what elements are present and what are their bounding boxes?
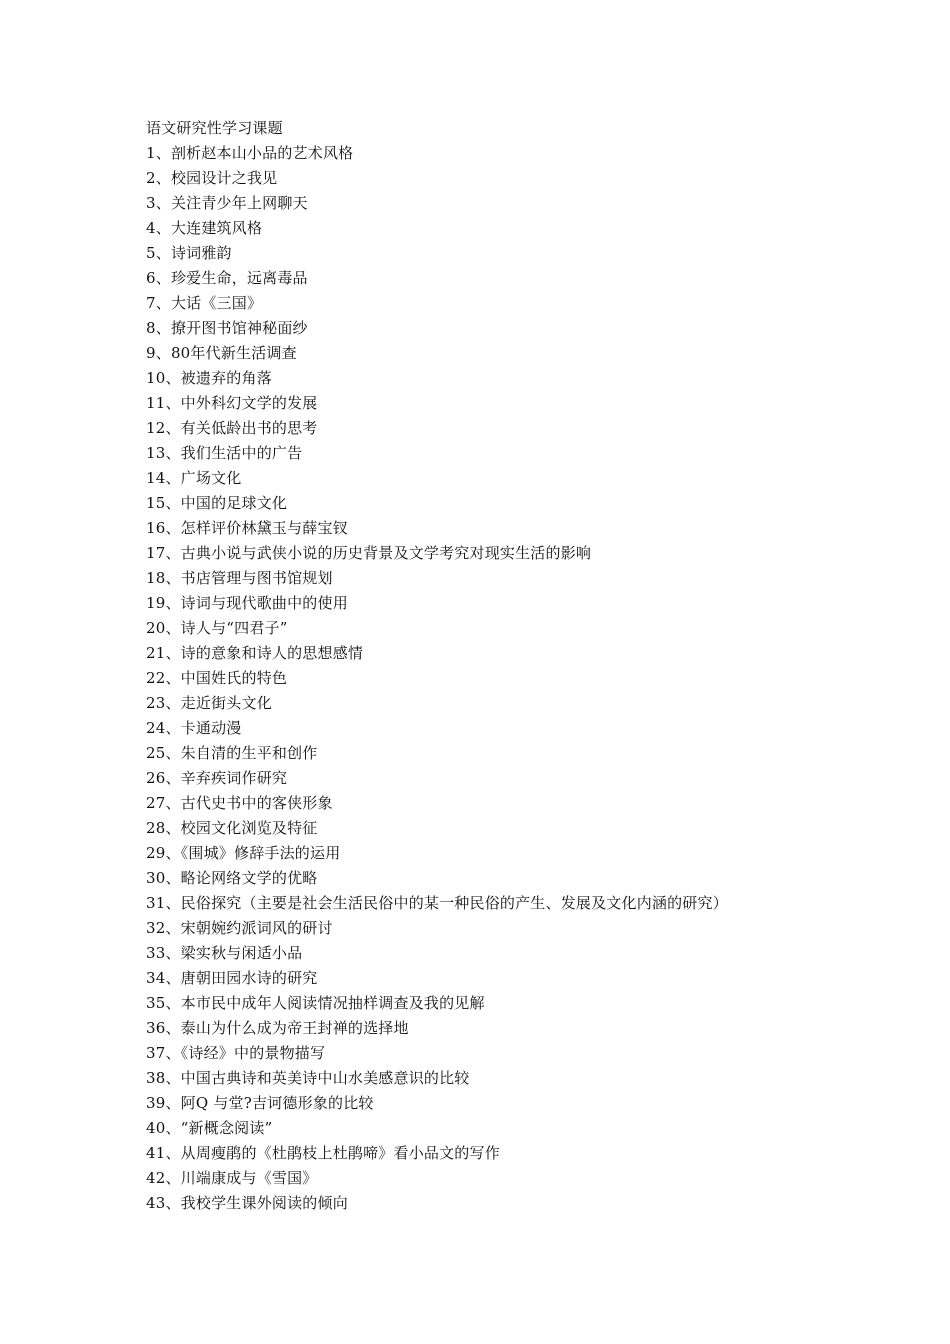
topic-item: 28、校园文化浏览及特征 bbox=[146, 819, 318, 837]
topic-item: 38、中国古典诗和英美诗中山水美感意识的比较 bbox=[146, 1069, 470, 1087]
topic-item: 43、我校学生课外阅读的倾向 bbox=[146, 1194, 348, 1212]
topic-item: 20、诗人与“四君子” bbox=[146, 619, 288, 637]
topic-item: 39、阿Q 与堂?吉诃德形象的比较 bbox=[146, 1094, 374, 1112]
topic-item: 13、我们生活中的广告 bbox=[146, 444, 303, 462]
topic-item: 16、怎样评价林黛玉与薛宝钗 bbox=[146, 519, 348, 537]
document-title: 语文研究性学习课题 bbox=[146, 119, 283, 137]
topic-item: 29、《围城》修辞手法的运用 bbox=[146, 844, 341, 862]
topic-item: 14、广场文化 bbox=[146, 469, 242, 487]
topic-item: 5、诗词雅韵 bbox=[146, 244, 232, 262]
topic-item: 7、大话《三国》 bbox=[146, 294, 263, 312]
topic-item: 11、中外科幻文学的发展 bbox=[146, 394, 318, 412]
topic-item: 1、剖析赵本山小品的艺术风格 bbox=[146, 144, 354, 162]
topic-item: 4、大连建筑风格 bbox=[146, 219, 263, 237]
topic-item: 41、从周瘦鹃的《杜鹃枝上杜鹃啼》看小品文的写作 bbox=[146, 1144, 500, 1162]
topic-item: 10、被遗弃的角落 bbox=[146, 369, 272, 387]
topic-list bbox=[146, 141, 926, 1216]
topic-item: 12、有关低龄出书的思考 bbox=[146, 419, 318, 437]
topic-item: 33、梁实秋与闲适小品 bbox=[146, 944, 303, 962]
topic-item: 8、撩开图书馆神秘面纱 bbox=[146, 319, 308, 337]
topic-item: 31、民俗探究（主要是社会生活民俗中的某一种民俗的产生、发展及文化内涵的研究） bbox=[146, 894, 728, 912]
topic-item: 19、诗词与现代歌曲中的使用 bbox=[146, 594, 348, 612]
document-body bbox=[146, 116, 926, 1216]
topic-item: 15、中国的足球文化 bbox=[146, 494, 288, 512]
topic-item: 2、校园设计之我见 bbox=[146, 169, 278, 187]
topic-item: 32、宋朝婉约派词风的研讨 bbox=[146, 919, 333, 937]
topic-item: 6、珍爱生命，远离毒品 bbox=[146, 269, 308, 287]
topic-item: 35、本市民中成年人阅读情况抽样调查及我的见解 bbox=[146, 994, 485, 1012]
topic-item: 25、朱自清的生平和创作 bbox=[146, 744, 318, 762]
topic-item: 36、泰山为什么成为帝王封禅的选择地 bbox=[146, 1019, 409, 1037]
topic-item: 40、“新概念阅读” bbox=[146, 1119, 273, 1137]
topic-item: 21、诗的意象和诗人的思想感情 bbox=[146, 644, 364, 662]
topic-item: 37、《诗经》中的景物描写 bbox=[146, 1044, 326, 1062]
topic-item: 34、唐朝田园水诗的研究 bbox=[146, 969, 318, 987]
topic-item: 30、略论网络文学的优略 bbox=[146, 869, 318, 887]
topic-item: 23、走近街头文化 bbox=[146, 694, 272, 712]
topic-item: 17、古典小说与武侠小说的历史背景及文学考究对现实生活的影响 bbox=[146, 544, 592, 562]
topic-item: 27、古代史书中的客侠形象 bbox=[146, 794, 333, 812]
topic-item: 26、辛弃疾词作研究 bbox=[146, 769, 288, 787]
topic-item: 9、80年代新生活调查 bbox=[146, 344, 297, 362]
topic-item: 3、关注青少年上网聊天 bbox=[146, 194, 308, 212]
topic-item: 18、书店管理与图书馆规划 bbox=[146, 569, 333, 587]
topic-item: 24、卡通动漫 bbox=[146, 719, 242, 737]
topic-item: 42、川端康成与《雪国》 bbox=[146, 1169, 318, 1187]
topic-item: 22、中国姓氏的特色 bbox=[146, 669, 288, 687]
